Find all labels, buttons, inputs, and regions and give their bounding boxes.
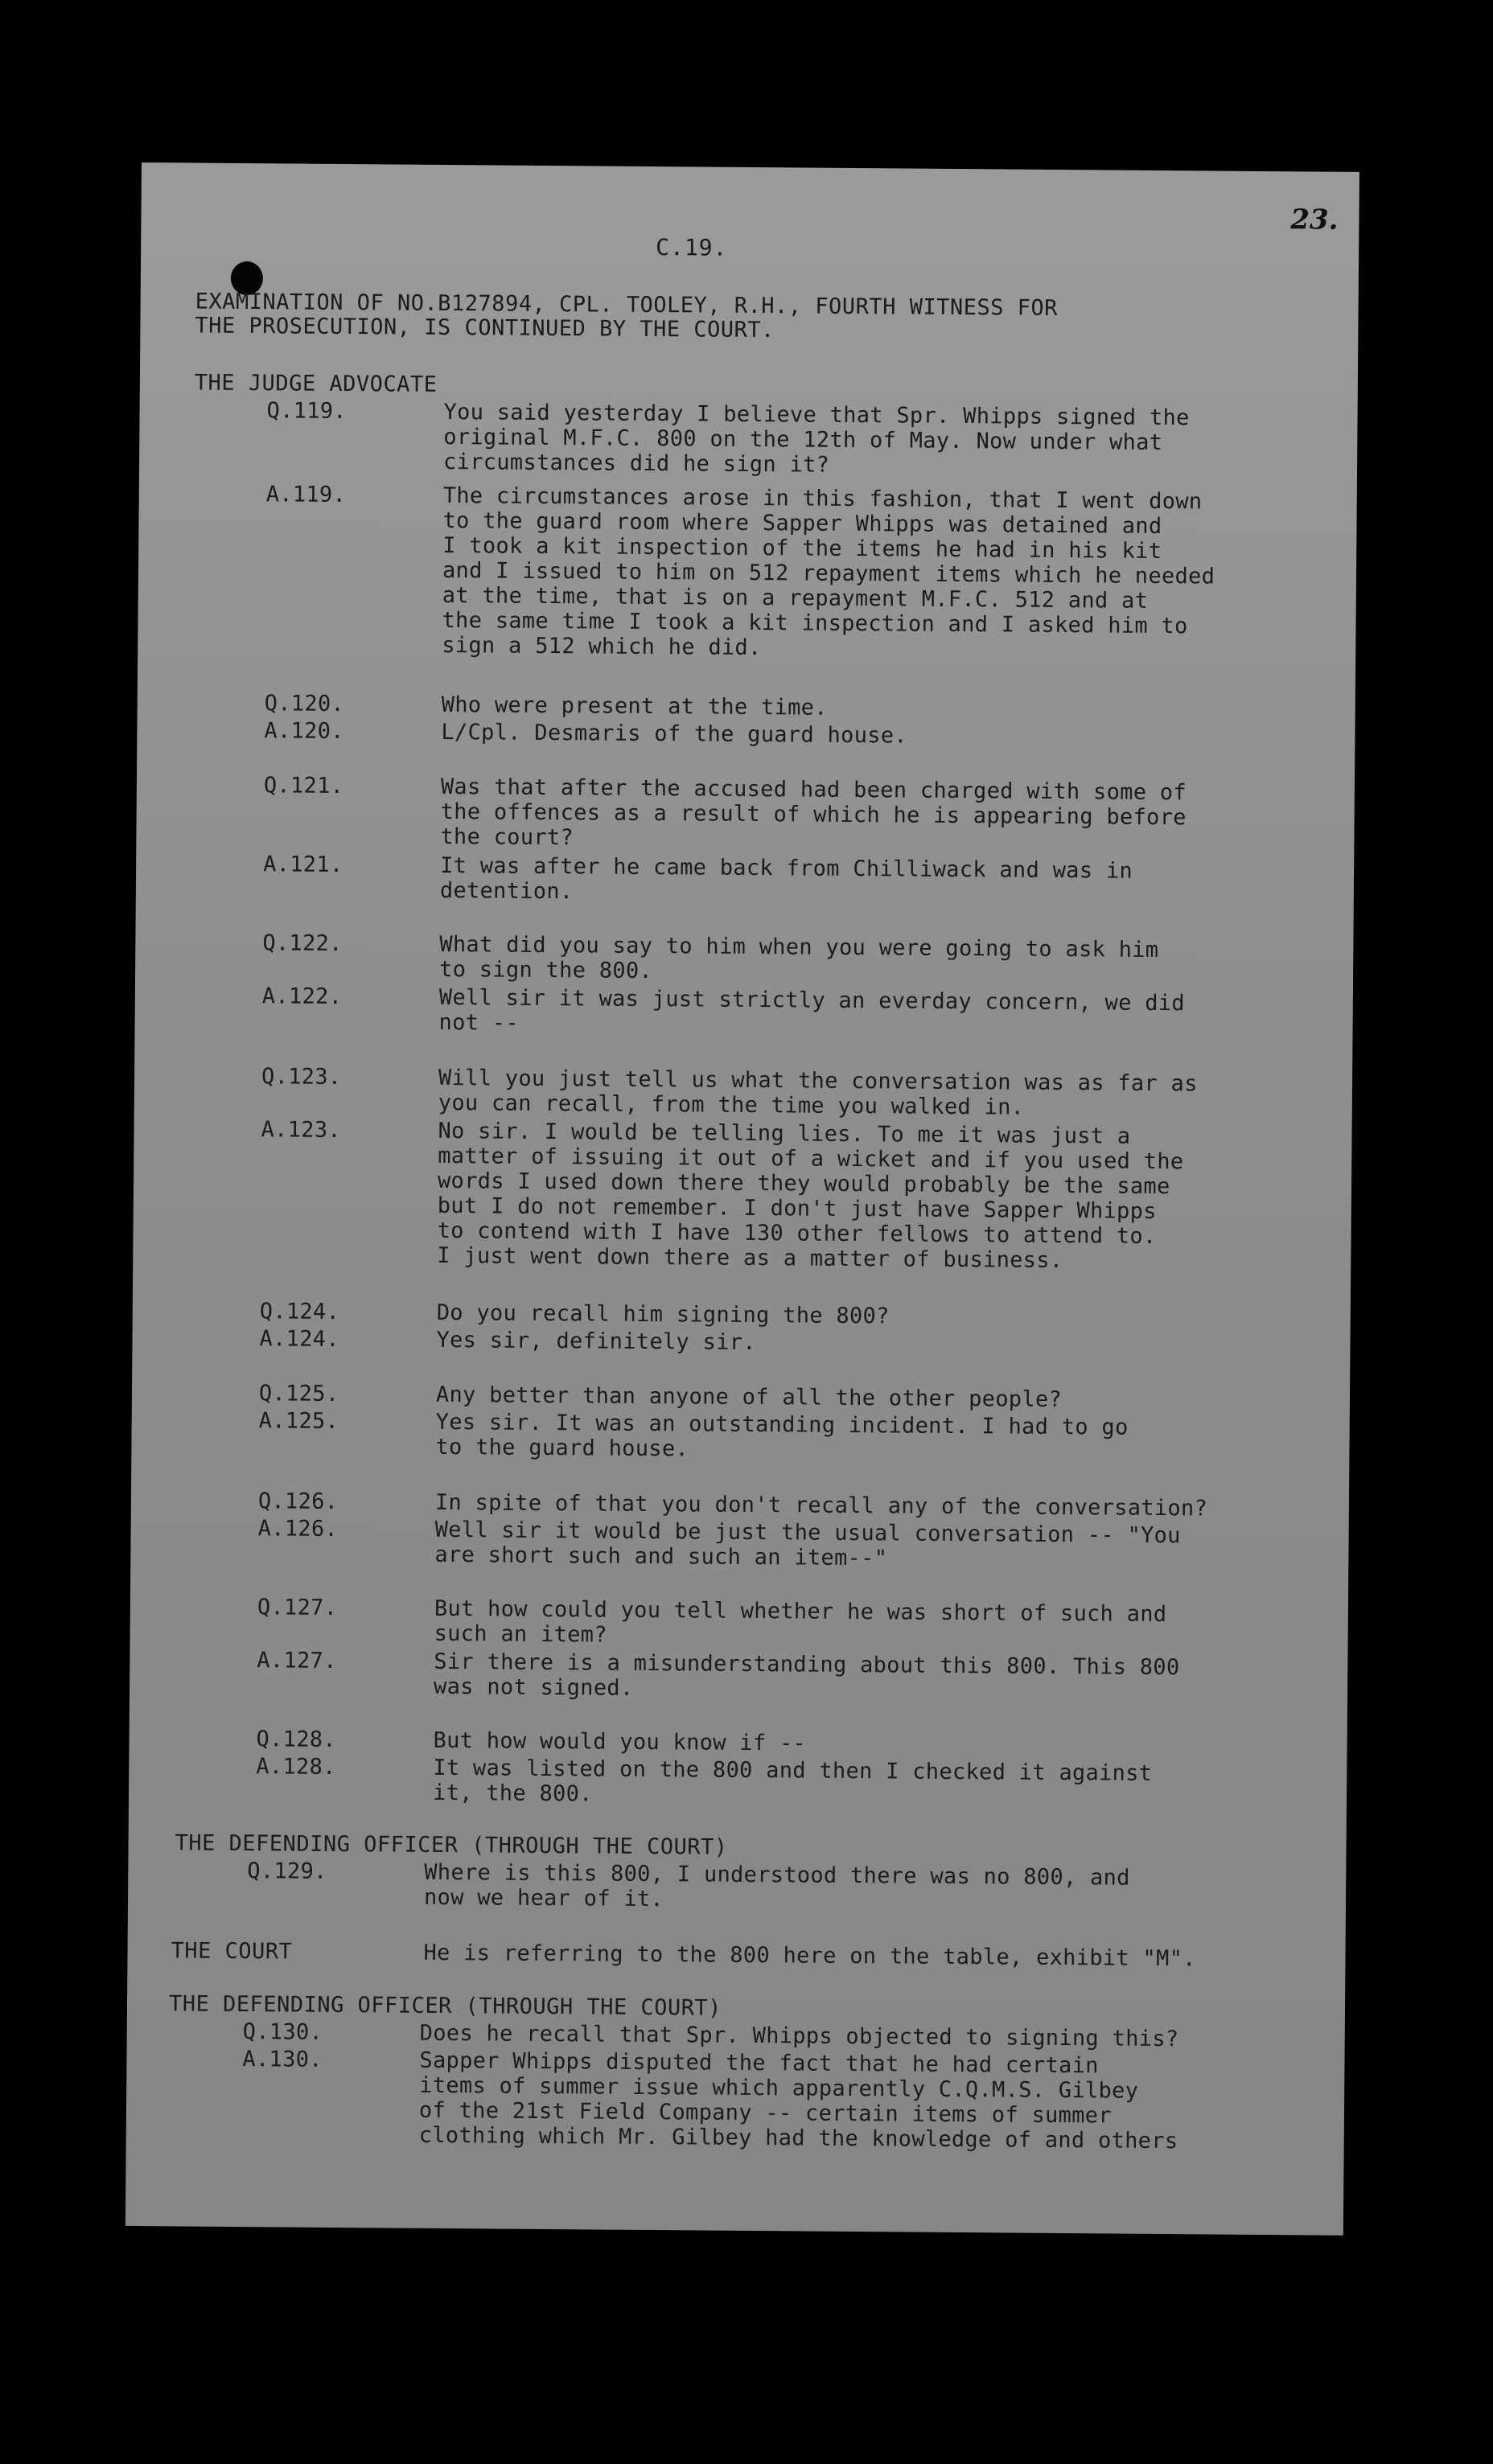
folio-number: 23. <box>1290 203 1339 236</box>
entry-text: Do you recall him signing the 800? <box>436 1300 890 1329</box>
entry-text: Who were present at the time. <box>441 692 828 721</box>
entry-text: Well sir it would be just the usual conversation -- "You are short such and such an item--" <box>434 1517 1181 1571</box>
entry-text: Any better than anyone of all the other people? <box>435 1382 1063 1413</box>
entry-text: Yes sir. It was an outstanding incident. I had to go to the guard house. <box>435 1409 1129 1462</box>
entry-number: Q.123. <box>261 1064 342 1090</box>
entry-number: A.125. <box>258 1408 339 1434</box>
page-number: C.19. <box>656 234 728 261</box>
entry-number: Q.119. <box>266 398 348 425</box>
speaker-the-court: THE COURT <box>171 1938 293 1965</box>
entry-number: Q.125. <box>258 1381 339 1407</box>
entry-text: The circumstances arose in this fashion, that I went down to the guard room where Sapper Whipps was detained and I took a kit inspection of the items he had in his kit and I issued to him on 512 repayment items which he needed at the time, that is on a repayment M.F.C. 512 and at the same time I took a kit inspection and I asked him to sign a 512 which he did. <box>442 483 1215 661</box>
entry-text: He is referring to the 800 here on the table, exhibit "M". <box>423 1940 1196 1972</box>
entry-number: Q.121. <box>263 773 344 799</box>
entry-number: A.126. <box>257 1516 339 1542</box>
entry-number: A.124. <box>259 1326 339 1352</box>
speaker-judge-advocate: THE JUDGE ADVOCATE <box>194 370 438 397</box>
entry-text: Yes sir, definitely sir. <box>436 1327 756 1356</box>
entry-number: Q.122. <box>262 930 343 956</box>
entry-text: Will you just tell us what the conversation was as far as you can recall, from the time you walked in. <box>438 1065 1198 1120</box>
entry-number: A.127. <box>257 1648 337 1673</box>
entry-number: A.121. <box>263 852 343 877</box>
entry-number: A.123. <box>261 1117 342 1143</box>
entry-text: Sir there is a misunderstanding about this 800. This 800 was not signed. <box>434 1649 1180 1701</box>
examination-heading: EXAMINATION OF NO.B127894, CPL. TOOLEY, R.H., FOURTH WITNESS FOR THE PROSECUTION, IS CONTINUED BY THE COURT. <box>195 289 1059 343</box>
speaker-defending-officer: THE DEFENDING OFFICER (THROUGH THE COURT) <box>175 1830 728 1860</box>
entry-text: But how would you know if -- <box>433 1727 807 1756</box>
entry-number: A.128. <box>256 1754 336 1780</box>
entry-text: Was that after the accused had been charged with some of the offences as a result of which he is appearing before the court? <box>440 774 1187 851</box>
entry-number: Q.124. <box>259 1299 340 1324</box>
entry-text: But how could you tell whether he was short of such and such an item? <box>434 1595 1167 1648</box>
entry-text: Sapper Whipps disputed the fact that he had certain items of summer issue which apparently C.Q.M.S. Gilbey of the 21st Field Company -- certain items of summer clothing which Mr. Gilbey had the knowledge of and others <box>418 2047 1178 2154</box>
entry-text: Well sir it was just strictly an everday concern, we did not -- <box>438 984 1186 1036</box>
entry-text: L/Cpl. Desmaris of the guard house. <box>441 719 908 749</box>
entry-text: You said yesterday I believe that Spr. Whipps signed the original M.F.C. 800 on the 12th of May. Now under what circumstances did he sign it? <box>442 399 1190 478</box>
entry-number: Q.130. <box>242 2019 323 2045</box>
entry-number: Q.127. <box>257 1595 338 1620</box>
entry-number: A.130. <box>242 2047 323 2072</box>
entry-text: It was listed on the 800 and then I checked it against it, the 800. <box>432 1755 1153 1807</box>
entry-number: Q.126. <box>257 1489 339 1514</box>
entry-number: Q.128. <box>256 1727 337 1752</box>
entry-number: Q.129. <box>247 1858 327 1884</box>
entry-text: It was after he came back from Chilliwack and was in detention. <box>439 852 1133 905</box>
entry-text: No sir. I would be telling lies. To me it was just a matter of issuing it out of a wicket and if you used the words I used down there they would probably be the same but I do not remember. I don't just have Sapper Whipps to contend with I have 130 other fellows to attend to. I just went down there as a matter of business. <box>437 1118 1184 1274</box>
entry-text: What did you say to him when you were going to ask him to sign the 800. <box>439 931 1159 984</box>
entry-text: Does he recall that Spr. Whipps objected to signing this? <box>419 2020 1179 2052</box>
speaker-defending-officer-2: THE DEFENDING OFFICER (THROUGH THE COURT) <box>168 1991 722 2021</box>
document-page <box>125 162 1359 2236</box>
entry-text: In spite of that you don't recall any of the conversation? <box>434 1489 1208 1522</box>
entry-number: A.119. <box>265 482 347 508</box>
entry-number: A.120. <box>264 718 344 744</box>
entry-number: A.122. <box>261 984 343 1009</box>
entry-text: Where is this 800, I understood there was no 800, and now we hear of it. <box>423 1859 1130 1912</box>
entry-number: Q.120. <box>264 691 345 717</box>
